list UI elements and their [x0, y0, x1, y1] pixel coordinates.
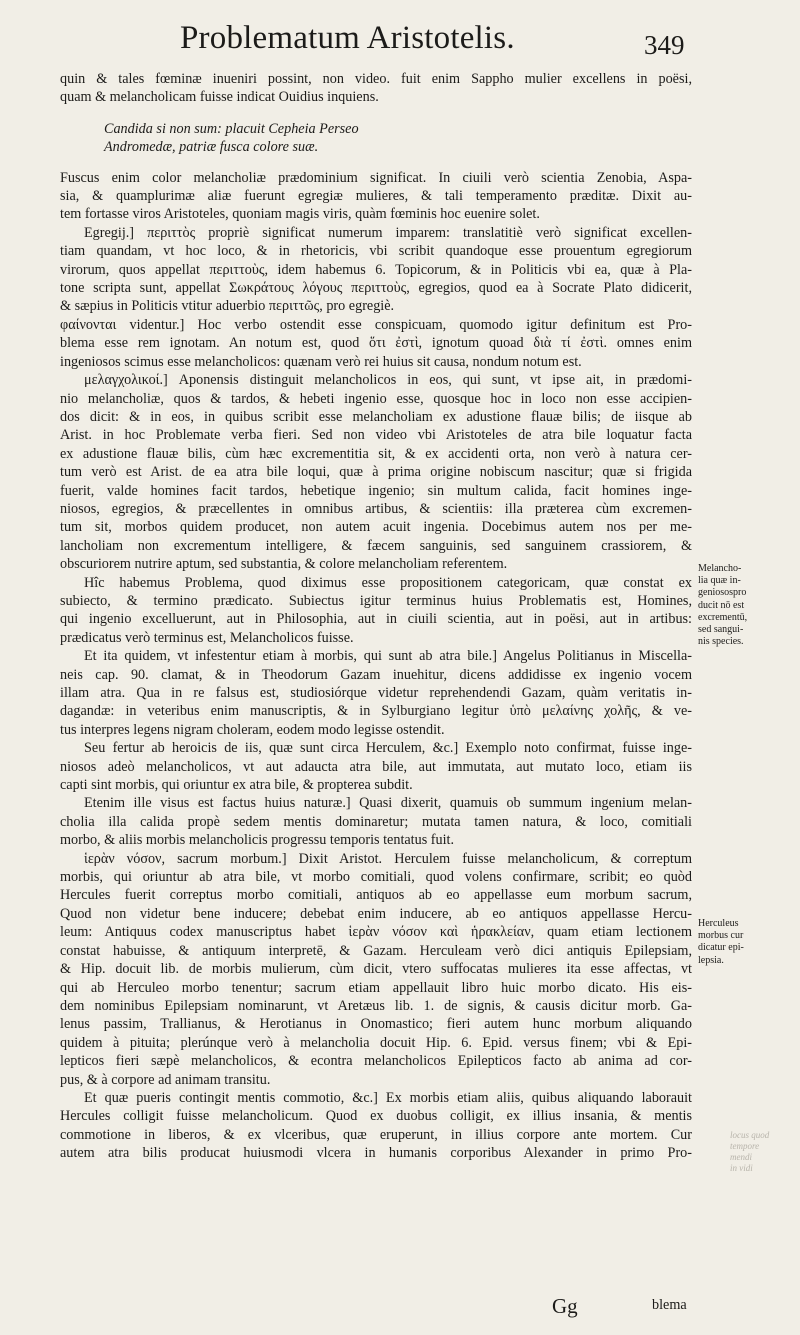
text-line: quam & melancholicam fuisse indicat Ouidius inquiens. — [60, 89, 379, 106]
page-number: 349 — [644, 30, 685, 60]
bleed-through-line: mendi — [730, 1152, 752, 1162]
text-line: morbo, & aliis morbis melancholicis progressu temporis tentatus fuit. — [60, 832, 455, 849]
text-line: Fuscus enim color melancholiæ prædominium significat. In ciuili verò scientia Zenobia, Aspa- — [60, 169, 692, 186]
text-line: niosos adeò melancholicos, vt aut adaucta atra bile, aut immutata, aut mutato loco, etiam iis — [60, 758, 692, 775]
text-line: Hîc habemus Problema, quod diximus esse propositionem categoricam, quæ constat ex — [84, 574, 692, 591]
text-line: quidem à pituita; plerúnque verò à melancholia docuit Hip. 6. Epid. versus finem; vbi & Epi- — [60, 1034, 692, 1051]
catchword: blema — [652, 1297, 687, 1313]
text-line: illam atra. Qua in re falsus est, studiosiórque videtur reprehendendi Gazam, quàm veritatis in- — [60, 685, 692, 701]
text-line: prædicatus verò terminus est, Melancholicos fuisse. — [60, 629, 354, 646]
margin-note-line: morbus cur — [698, 930, 744, 942]
text-line: Etenim ille visus est factus huius naturæ.] Quasi dixerit, quamuis ob summum ingenium melan- — [84, 795, 692, 812]
text-line: Et quæ pueris contingit mentis commotio, &c.] Ex morbis etiam aliis, quibus aliquando laborauit — [84, 1089, 692, 1106]
margin-note-line: lia quæ in- — [698, 575, 741, 587]
text-line: tone scripta sunt, appellat Σωκράτους λόγους περιττοὺς, egregios, quod ea à Socrate Plato didicerit, — [60, 280, 692, 297]
margin-note-line: lepsia. — [698, 954, 724, 966]
bleed-through-line: in vidi — [730, 1163, 753, 1173]
margin-note-line: Herculeus — [698, 918, 739, 929]
text-line: Candida si non sum: placuit Cepheia Perseo — [104, 120, 359, 137]
text-line: leum: Antiquus codex manuscriptus habet ἱερὰν νόσον καὶ ἡρακλείαν, quam etiam lectionem — [60, 924, 692, 941]
text-line: tus interpres legens nigram choleram, eodem modo legisse ostendit. — [60, 721, 445, 738]
text-line: Egregij.] περιττὸς propriè significat numerum imparem: translatitiè verò significat excellen- — [84, 224, 692, 241]
text-line: lenus passim, Trallianus, & Herotianus in Onomastico; fieri autem hunc morbum aliquando — [60, 1016, 692, 1033]
text-line: Andromedæ, patriæ fusca colore suæ. — [104, 139, 319, 156]
text-line: μελαγχολικοί.] Aponensis distinguit melancholicos in eos, qui sunt, vt ipse ait, in prædomi- — [84, 372, 692, 389]
text-line: dos dicit: & in eos, in quibus scribit esse melancholiam ex adustione flauæ bilis; de iisque ab — [60, 408, 692, 425]
text-line: nio melancholiæ, quos & tardos, & hebeti ingenio esse, quosque hoc in loco non esse accipien- — [60, 390, 692, 407]
text-line: sia, & quamplurimæ aliæ fuerunt egregiæ mulieres, & tali temperamento præditæ. Dixit au- — [60, 188, 692, 205]
margin-note-line: nis species. — [698, 636, 744, 648]
signature-mark: Gg — [552, 1294, 578, 1318]
text-line: obscuriorem nutrire aptum, sed substantia, & colore melancholiam referentem. — [60, 556, 508, 573]
text-line: Arist. in hoc Problemate verba fieri. Sed non video vbi Aristoteles de atra bile loquatur facta — [60, 427, 692, 444]
text-line: constat habuisse, & antiquum interpretē, & Gazam. Herculeam verò dici antiquis Epilepsiam, — [60, 942, 692, 959]
text-line: lancholiam non excrementum intelligere, & fæcem sanguinis, sed sanguinem crassiorem, & — [60, 537, 692, 554]
text-line: capti sint morbis, qui oriuntur ex atra bile, & propterea subdit. — [60, 777, 413, 794]
text-line: Et ita quidem, vt infestentur etiam à morbis, qui sunt ab atra bile.] Angelus Politianus in Miscella- — [84, 648, 692, 665]
margin-note-line: sed sangui- — [698, 624, 744, 636]
text-line: subiecto, & termino prædicato. Subiectus igitur terminus huius Problematis est, Homines, — [60, 592, 692, 609]
margin-note-line: Melancho- — [698, 563, 742, 574]
text-line: dagandæ: in veteribus enim manuscriptis, & in Sylburgiano legitur ὑπὸ μελαίνης χολῆς, & ve- — [60, 703, 692, 720]
margin-note-line: geniosospro — [698, 587, 747, 599]
text-line: quin & tales fœminæ inueniri possint, non video. fuit enim Sappho mulier excellens in poësi, — [60, 71, 692, 87]
text-line: tiam quandam, vt hoc loco, & in rhetoricis, vbi scribit quandoque esse prouentum egregiorum — [60, 243, 692, 260]
margin-note-line: dicatur epi- — [698, 942, 744, 954]
text-line: blema esse rem ignotam. An notum est, quod ὅτι ἐστὶ, ignotum quoad διὰ τί ἐστὶ. omnes enim — [60, 335, 692, 352]
text-line: pus, & à corpore ad animam transitu. — [60, 1071, 271, 1088]
text-line: Hercules fuerit correptus morbo comitiali, antiquos ab eo appellasse eum morbum sacrum, — [60, 887, 692, 904]
bleed-through-line: tempore — [730, 1141, 760, 1151]
text-line: φαίνονται videntur.] Hoc verbo ostendit esse conspicuam, quomodo igitur definitum est Pro- — [60, 316, 692, 333]
text-line: autem atra bilis producat huiusmodi vlcera in humanis corporibus Alexander in primo Pro- — [60, 1145, 692, 1162]
text-line: qui ab Herculeo morbo tenentur; sacrum etiam appellauit libro huic morbo dicato. His eis- — [60, 979, 692, 996]
text-line: dem nominibus Epilepsiam nominarunt, vt Aretæus lib. 1. de signis, & causis dicitur morb. Ga- — [60, 997, 692, 1014]
margin-note-herculeus-morbus — [698, 918, 798, 967]
bleed-through-line: locus quod — [730, 1130, 770, 1140]
text-line: ingeniosos scimus esse melancholicos: quænam verò rei huius sit causa, nondum notum est. — [60, 353, 582, 370]
text-line: qui ingenio excelluerunt, aut in Philosophia, aut in ciuili scientia, aut in poësi, aut in artibus: — [60, 611, 692, 628]
bleed-through-text — [730, 1130, 790, 1174]
text-line: virorum, quos appellat περιττοὺς, idem habemus 6. Topicorum, & in Politicis vbi ea, quæ à Pla- — [60, 261, 692, 278]
margin-note-line: excrementū, — [698, 611, 748, 623]
text-line: & Hip. docuit lib. de morbis mulierum, cùm dicit, vtero suffocatas mulieres ita esse affectas, vt — [60, 961, 692, 978]
text-line: cholia illa calida propè sedem mentis dominaretur; mutata tamen natura, & loco, comitiali — [60, 813, 692, 830]
main-text-block — [60, 70, 692, 1163]
text-line: morbis, qui oriuntur ab atra bile, vt morbo comitiali, quod volens confirmare, scribit; eo quòd — [60, 869, 692, 886]
text-line: Quod non videtur bene inducere; debebat enim inducere, ab eo antiquos appellasse Hercu- — [60, 905, 692, 922]
text-line: ex adustione flauæ bilis, cùm hæc excrementitia sit, & ex accidenti orta, non verò à natura cer- — [60, 445, 692, 462]
text-line: Seu fertur ab heroicis de iis, quæ sunt circa Herculem, &c.] Exemplo noto confirmat, fuisse inge- — [84, 740, 692, 757]
text-line: fuerit, valde homines facit tardos, hebetique ingenio; sin multum calida, facit homines inge- — [60, 482, 692, 499]
text-line: & sæpius in Politicis vtitur aduerbio περιττῶς, pro egregiè. — [60, 298, 395, 315]
margin-note-melancholia — [698, 563, 798, 648]
text-line: tem fortasse viros Aristoteles, quoniam magis viris, quàm fœminis hoc euenire solet. — [60, 206, 540, 223]
text-line: neis cap. 90. clamat, & in Theodorum Gazam inuehitur, dicens addidisse ex ingenio vocem — [60, 666, 692, 683]
text-line: lepticos fieri sæpè melancholicos, & econtra melancholicos Epilepticos facto ab anima ad cor- — [60, 1053, 692, 1070]
running-title: Problematum Aristotelis. — [180, 20, 515, 56]
text-line: commotione in liberos, & ex vlceribus, quæ eruperunt, in illius corpore ante mortem. Cur — [60, 1126, 692, 1143]
text-line: niosos, egregios, & præcellentes in omnibus artibus, & scientiis: illa præterea cùm excremen- — [60, 500, 692, 517]
text-line: Hercules colligit fuisse melancholicum. Quod ex duobus colligit, ex illius insania, & mentis — [60, 1108, 692, 1125]
text-line: ἱερὰν νόσον, sacrum morbum.] Dixit Aristot. Herculem fuisse melancholicum, & correptum — [84, 850, 692, 867]
margin-note-line: ducit nō est — [698, 599, 745, 611]
text-line: tum sit, morbos quidem producet, non autem acuit ingenia. Docebimus autem nos per me- — [60, 519, 692, 536]
text-line: tum verò est Arist. de ea atra bile loqui, quæ à prima origine nobiscum nascitur; quæ si frigida — [60, 464, 692, 481]
